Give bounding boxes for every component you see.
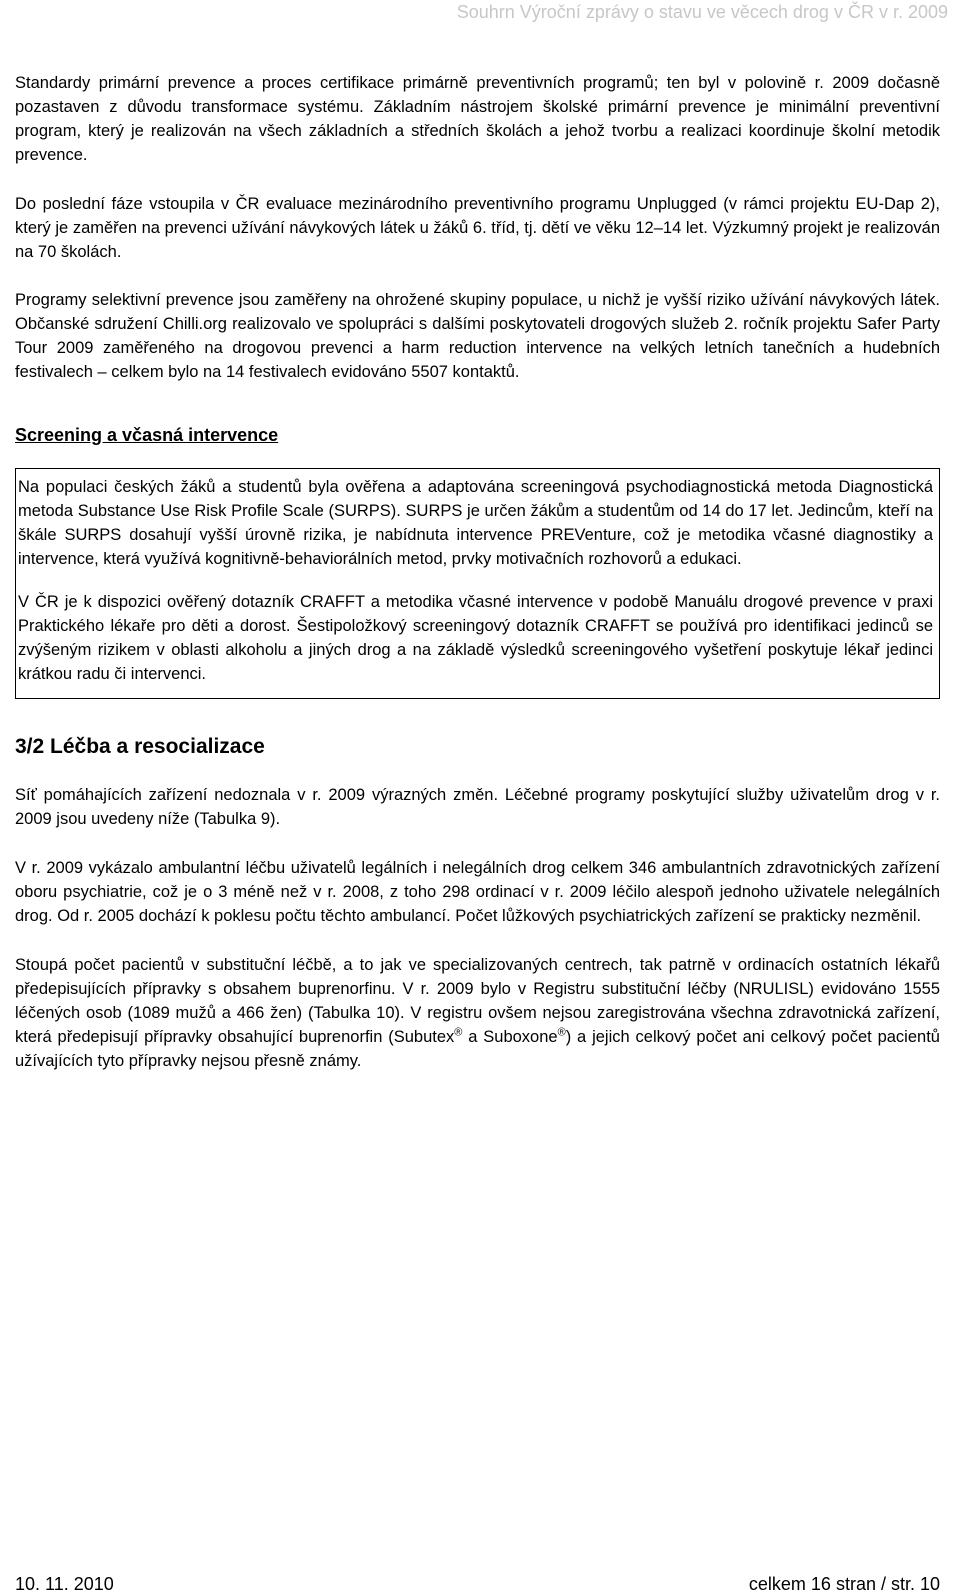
footer-page-count: celkem 16 stran / str. 10 xyxy=(748,1574,940,1594)
paragraph-crafft: V ČR je k dispozici ověřený dotazník CRAFFT a metodika včasné intervence v podobě Manuálu drogové prevence v praxi Praktického lékaře pro děti a dorost. Šestipoložkový screeningový dotazník CRAFFT se používá pro identifikaci jedinců se zvýšeným rizikem v oblasti alkoholu a jiných drog a na základě výsledků screeningového vyšetření poskytuje lékař jedinci krátkou radu či intervenci. xyxy=(18,593,933,683)
running-header-title: Souhrn Výroční zprávy o stavu ve věcech drog v ČR v r. 2009 xyxy=(456,2,948,22)
paragraph-primary-prevention: Standardy primární prevence a proces certifikace primárně preventivních programů; ten byl v polovině r. 2009 dočasně pozastaven z důvodu transformace systému. Základním nástrojem školské primární prevence je minimální preventivní program, který je realizován na všech základních a středních školách a jehož tvorbu a realizaci koordinuje školní metodik prevence. xyxy=(15,74,940,164)
paragraph-ambulant-treatment: V r. 2009 vykázalo ambulantní léčbu uživatelů legálních i nelegálních drog celkem 346 ambulantních zdravotnických zařízení oboru psychiatrie, což je o 3 méně než v r. 2008, z toho 298 ordinací v r. 2009 léčilo alespoň jednoho uživatele nelegálních drog. Od r. 2005 dochází k poklesu počtu těchto ambulancí. Počet lůžkových psychiatrických zařízení se prakticky nezměnil. xyxy=(15,859,940,925)
footer-date: 10. 11. 2010 xyxy=(15,1574,114,1594)
paragraph-selective-prevention: Programy selektivní prevence jsou zaměřeny na ohrožené skupiny populace, u nichž je vyšší riziko užívání návykových látek. Občanské sdružení Chilli.org realizovalo ve spolupráci s dalšími poskytovateli drogových služeb 2. ročník projektu Safer Party Tour 2009 zaměřeného na drogovou prevenci a harm reduction intervence na velkých letních tanečních a hudebních festivalech – celkem bylo na 14 festivalech evidováno 5507 kontaktů. xyxy=(15,291,940,381)
registered-mark-suboxone: ® xyxy=(557,1026,566,1039)
paragraph-surps: Na populaci českých žáků a studentů byla ověřena a adaptována screeningová psychodiagnostická metoda Diagnostická metoda Substance Use Risk Profile Scale (SURPS). SURPS je určen žákům a studentům od 14 do 17 let. Jedincům, kteří na škále SURPS dosahují vyšší úrovně rizika, je nabídnuta intervence PREVenture, což je metodika včasné diagnostiky a intervence, která využívá kognitivně-behaviorálních metod, prvky motivačních rozhovorů a edukaci. xyxy=(18,478,933,568)
registered-mark-subutex: ® xyxy=(454,1026,463,1039)
section-heading-treatment: 3/2 Léčba a resocializace xyxy=(15,735,265,758)
substitution-text-part2: a Suboxone xyxy=(462,1028,558,1046)
screening-box xyxy=(15,468,940,699)
paragraph-substitution-treatment xyxy=(15,953,940,1073)
document-content xyxy=(15,71,940,1073)
section-heading-screening: Screening a včasná intervence xyxy=(15,425,279,445)
substitution-text-part3: ) a jejich celkový počet ani celkový počet pacientů užívajících tyto přípravky nejsou přesně známy. xyxy=(15,1028,940,1070)
paragraph-unplugged: Do poslední fáze vstoupila v ČR evaluace mezinárodního preventivního programu Unplugged (v rámci projektu EU-Dap 2), který je zaměřen na prevenci užívání návykových látek u žáků 6. tříd, tj. dětí ve věku 12–14 let. Výzkumný projekt je realizován na 70 školách. xyxy=(15,195,940,261)
paragraph-treatment-network: Síť pomáhajících zařízení nedoznala v r. 2009 výrazných změn. Léčebné programy poskytující služby uživatelům drog v r. 2009 jsou uvedeny níže (Tabulka 9). xyxy=(15,786,940,828)
substitution-text-part1: Stoupá počet pacientů v substituční léčbě, a to jak ve specializovaných centrech, tak patrně v ordinacích ostatních lékařů předepisujících přípravky s obsahem buprenorfinu. V r. 2009 bylo v Registru substituční léčby (NRULISL) evidováno 1555 léčených osob (1089 mužů a 466 žen) (Tabulka 10). V registru ovšem nejsou zaregistrována všechna zdravotnická zařízení, která předepisují přípravky obsahující buprenorfin (Subutex xyxy=(15,956,940,1046)
